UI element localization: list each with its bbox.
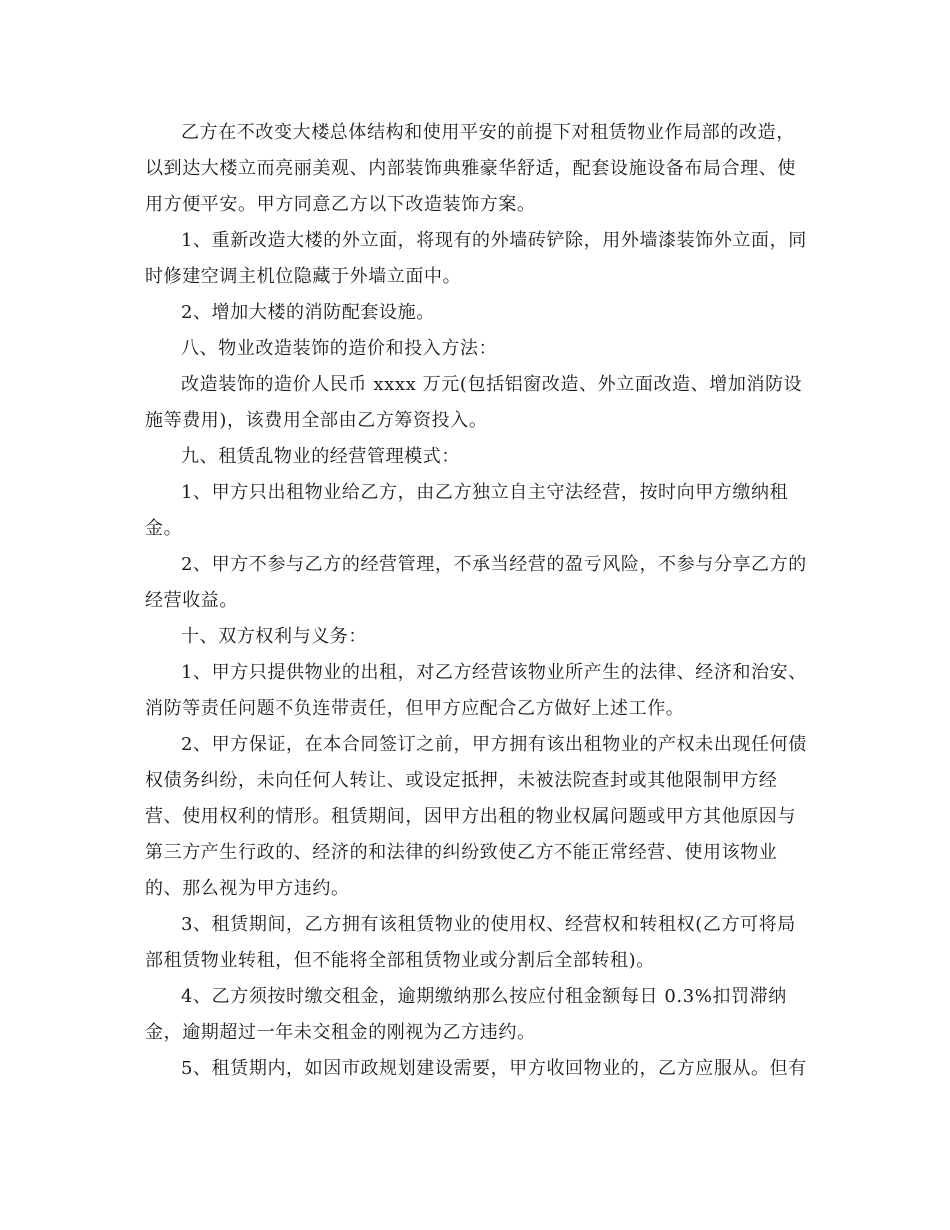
text-line: 金。 [145, 518, 183, 539]
text-line: 第三方产生行政的、经济的和法律的纠纷致使乙方不能正常经营、使用该物业 [145, 842, 778, 863]
text-line: 4、乙方须按时缴交租金，逾期缴纳那么按应付租金额每日 0.3%扣罚滞纳 [181, 986, 787, 1007]
text-line: 部租赁物业转租，但不能将全部租赁物业或分割后全部转租)。 [145, 950, 655, 971]
text-line: 1、甲方只出租物业给乙方，由乙方独立自主守法经营，按时向甲方缴纳租 [181, 482, 789, 503]
text-line: 施等费用)，该费用全部由乙方筹资投入。 [145, 410, 488, 431]
text-line: 乙方在不改变大楼总体结构和使用平安的前提下对租赁物业作局部的改造， [181, 122, 795, 143]
section-heading: 十、双方权利与义务： [181, 626, 367, 647]
text-line: 2、甲方不参与乙方的经营管理，不承当经营的盈亏风险，不参与分享乙方的 [181, 554, 807, 575]
section-heading: 八、物业改造装饰的造价和投入方法： [181, 338, 498, 359]
text-line: 以到达大楼立而亮丽美观、内部装饰典雅豪华舒适，配套设施设备布局合理、使 [145, 158, 796, 179]
section-heading: 九、租赁乱物业的经营管理模式： [181, 446, 460, 467]
text-line: 时修建空调主机位隐藏于外墙立面中。 [145, 266, 462, 287]
text-line: 5、租赁期内，如因市政规划建设需要，甲方收回物业的，乙方应服从。但有 [181, 1058, 807, 1079]
text-line: 2、增加大楼的消防配套设施。 [181, 302, 435, 323]
text-line: 2、甲方保证，在本合同签订之前，甲方拥有该出租物业的产权未出现任何债 [181, 734, 807, 755]
text-line: 1、重新改造大楼的外立面，将现有的外墙砖铲除，用外墙漆装饰外立面，同 [181, 230, 807, 251]
text-line: 1、甲方只提供物业的出租，对乙方经营该物业所产生的法律、经济和治安、 [181, 662, 807, 683]
text-line: 用方便平安。甲方同意乙方以下改造装饰方案。 [145, 194, 536, 215]
text-line: 营、使用权利的情形。租赁期间，因甲方出租的物业权属问题或甲方其他原因与 [145, 806, 796, 827]
text-line: 金，逾期超过一年未交租金的刚视为乙方违约。 [145, 1022, 536, 1043]
text-line: 消防等责任问题不负连带责任，但甲方应配合乙方做好上述工作。 [145, 698, 685, 719]
text-line: 的、那么视为甲方违约。 [145, 878, 350, 899]
text-line: 权债务纠纷，未向任何人转让、或设定抵押，未被法院查封或其他限制甲方经 [145, 770, 778, 791]
text-line: 改造装饰的造价人民币 xxxx 万元(包括铝窗改造、外立面改造、增加消防设 [181, 374, 803, 395]
text-line: 经营收益。 [145, 590, 238, 611]
text-line: 3、租赁期间，乙方拥有该租赁物业的使用权、经营权和转租权(乙方可将局 [181, 914, 796, 935]
